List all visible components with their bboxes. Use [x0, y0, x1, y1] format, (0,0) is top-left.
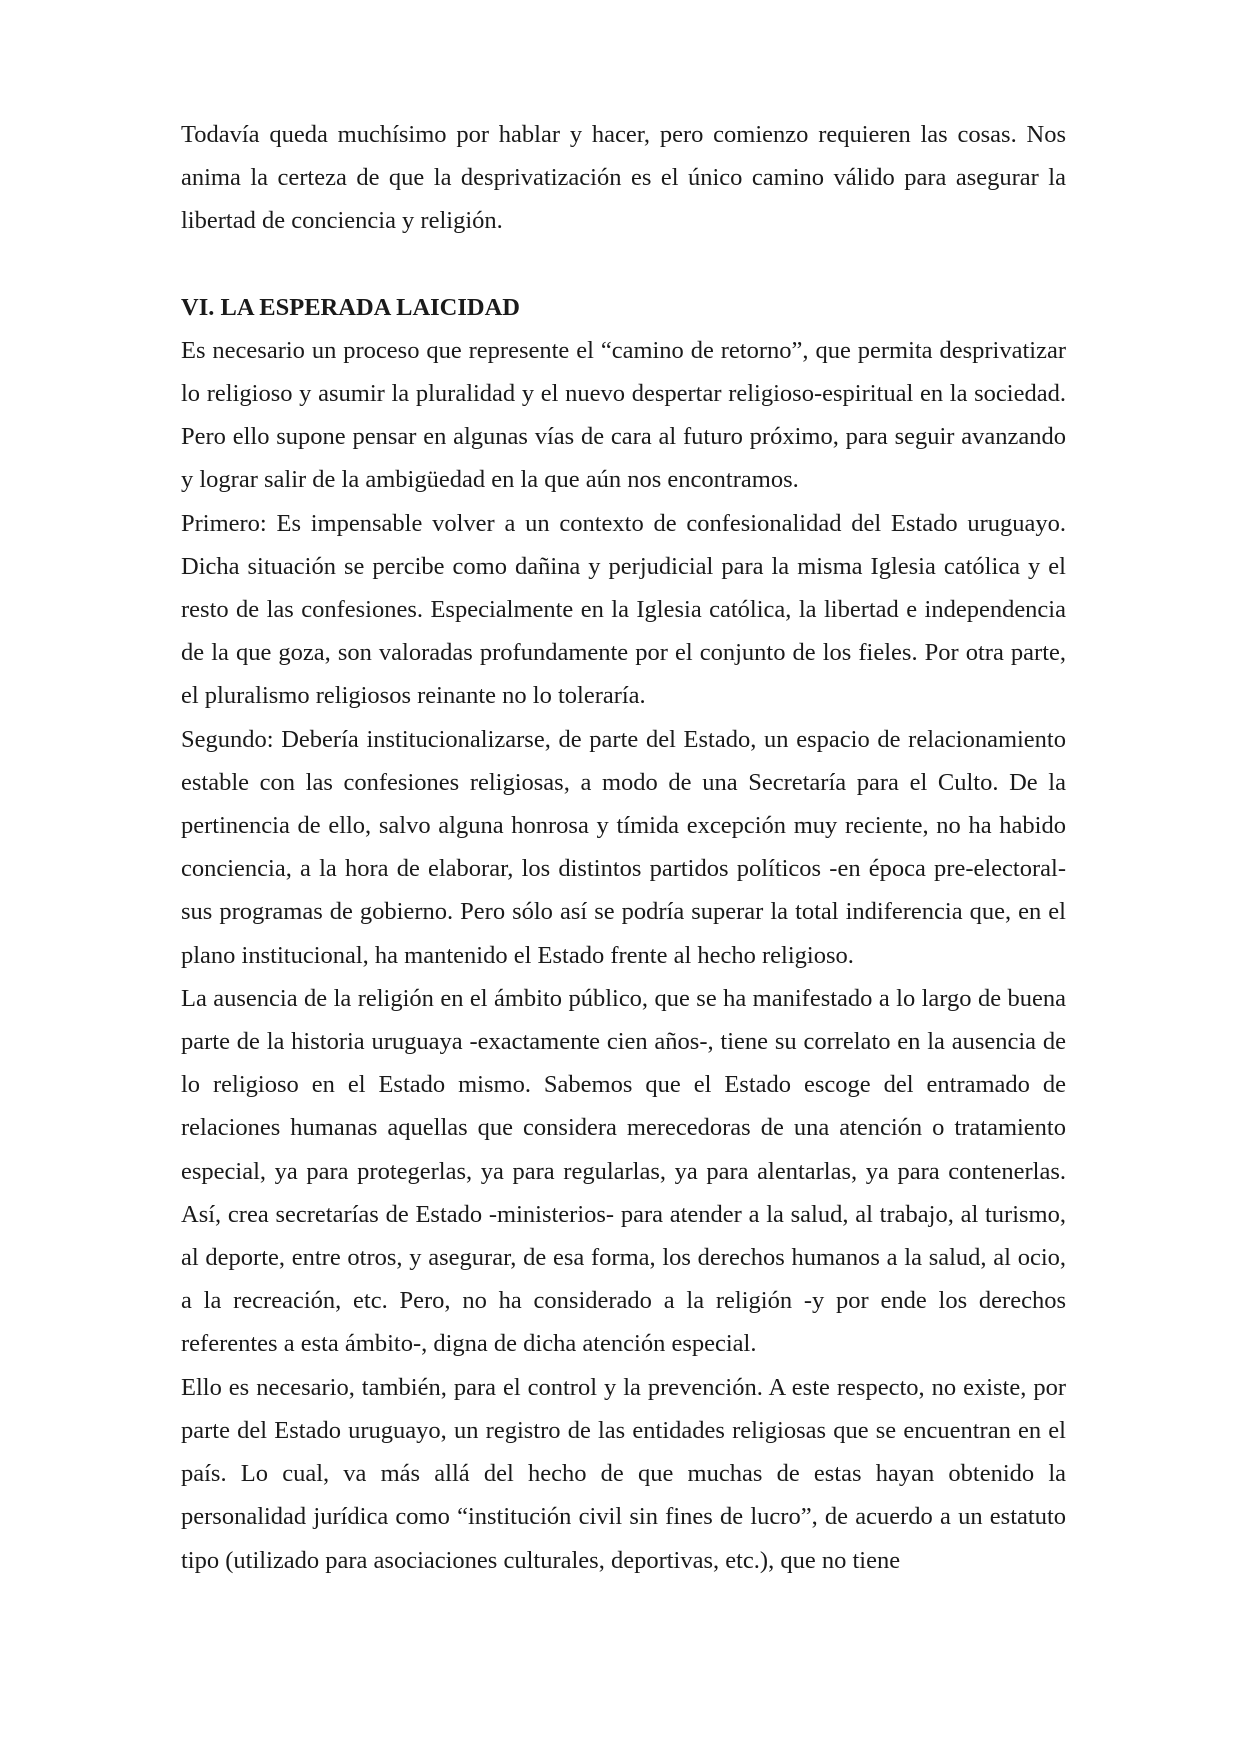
intro-paragraph: Todavía queda muchísimo por hablar y hacer, pero comienzo requieren las cosas. Nos anima la certeza de que la desprivatización es el único camino válido para asegurar la libertad de conciencia y religión. — [181, 121, 1066, 235]
paragraph-segundo: Segundo: Debería institucionalizarse, de parte del Estado, un espacio de relacionamiento estable con las confesiones religiosas, a modo de una Secretaría para el Culto. De la pertinencia de ello, salvo alguna honrosa y tímida excepción muy reciente, no ha habido conciencia, a la hora de elaborar, los distintos partidos políticos -en época pre-electoral- sus programas de gobierno. Pero sólo así se podría superar la total indiferencia que, en el plano institucional, ha mantenido el Estado frente al hecho religioso. — [181, 725, 1066, 969]
document-body — [181, 113, 1066, 1582]
paragraph-primero: Primero: Es impensable volver a un contexto de confesionalidad del Estado uruguayo. Dicha situación se percibe como dañina y perjudicial para la misma Iglesia católica y el resto de las confesiones. Especialmente en la Iglesia católica, la libertad e independencia de la que goza, son valoradas profundamente por el conjunto de los fieles. Por otra parte, el pluralismo religiosos reinante no lo toleraría. — [181, 509, 1066, 710]
paragraph-camino-de-retorno: Es necesario un proceso que represente el “camino de retorno”, que permita desprivatizar lo religioso y asumir la pluralidad y el nuevo despertar religioso-espiritual en la sociedad. Pero ello supone pensar en algunas vías de cara al futuro próximo, para seguir avanzando y lograr salir de la ambigüedad en la que aún nos encontramos. — [181, 336, 1066, 494]
paragraph-ausencia-religion: La ausencia de la religión en el ámbito público, que se ha manifestado a lo largo de buena parte de la historia uruguaya -exactamente cien años-, tiene su correlato en la ausencia de lo religioso en el Estado mismo. Sabemos que el Estado escoge del entramado de relaciones humanas aquellas que considera merecedoras de una atención o tratamiento especial, ya para protegerlas, ya para regularlas, ya para alentarlas, ya para contenerlas. Así, crea secretarías de Estado -ministerios- para atender a la salud, al trabajo, al turismo, al deporte, entre otros, y asegurar, de esa forma, los derechos humanos a la salud, al ocio, a la recreación, etc. Pero, no ha considerado a la religión -y por ende los derechos referentes a esta ámbito-, digna de dicha atención especial. — [181, 984, 1066, 1358]
paragraph-control-prevencion: Ello es necesario, también, para el control y la prevención. A este respecto, no existe, por parte del Estado uruguayo, un registro de las entidades religiosas que se encuentran en el país. Lo cual, va más allá del hecho de que muchas de estas hayan obtenido la personalidad jurídica como “institución civil sin fines de lucro”, de acuerdo a un estatuto tipo (utilizado para asociaciones culturales, deportivas, etc.), que no tiene — [181, 1373, 1066, 1574]
section-heading: VI. LA ESPERADA LAICIDAD — [181, 293, 520, 321]
